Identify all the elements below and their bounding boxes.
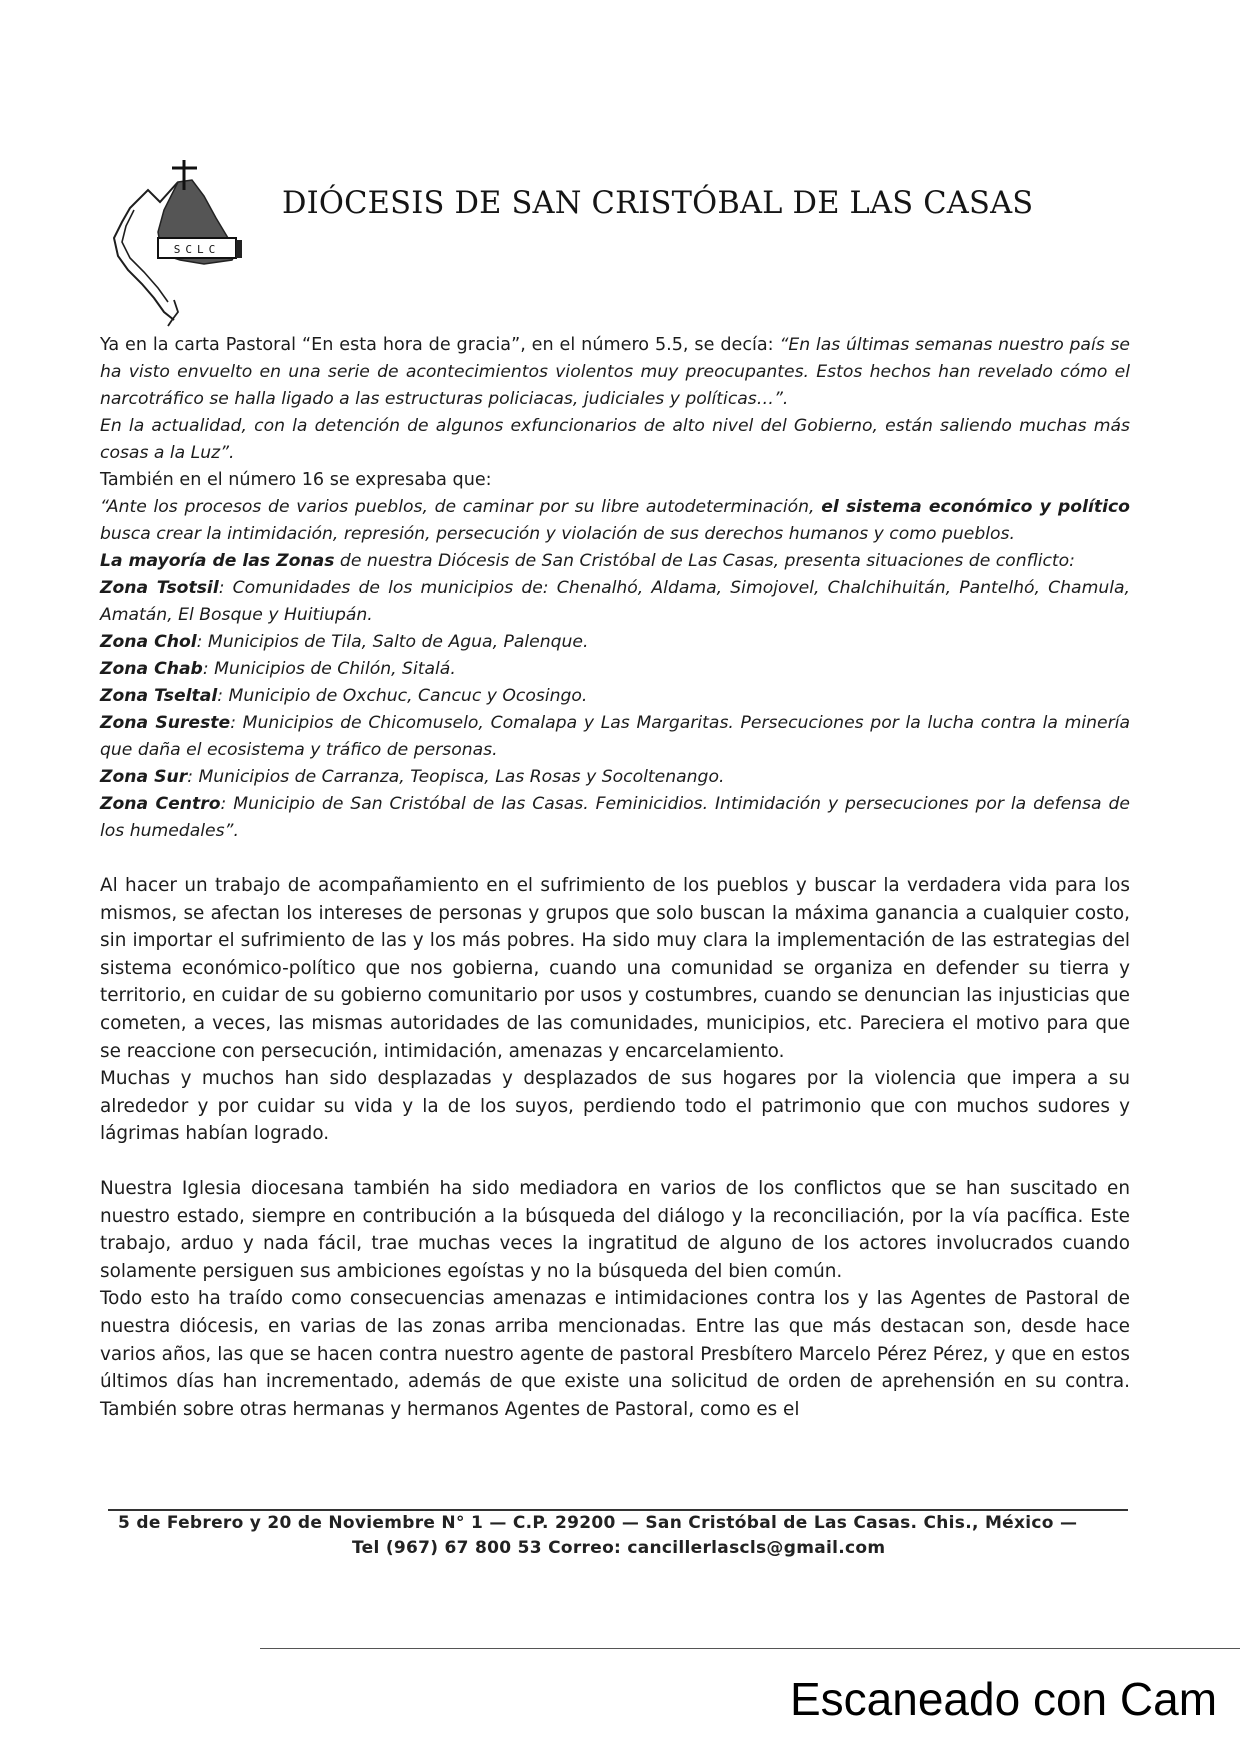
paragraph-4 <box>100 494 1130 548</box>
paragraph-8: Nuestra Iglesia diocesana también ha sido mediadora en varios de los conflictos que se han suscitado en nuestro estado, siempre en contribución a la búsqueda del diálogo y la reconciliación, por la vía pacífica. Este trabajo, arduo y nada fácil, trae muchas veces la ingratitud de alguno de los actores involucrados cuando solamente persiguen sus ambiciones egoístas y no la búsqueda del bien común. <box>100 1177 1130 1282</box>
footer-contact: Tel (967) 67 800 53 Correo: cancillerlascls@gmail.com <box>352 1538 886 1558</box>
zone-text: : Municipios de Carranza, Teopisca, Las Rosas y Socoltenango. <box>187 767 725 787</box>
zone-text: : Municipios de Chicomuselo, Comalapa y Las Margaritas. Persecuciones por la lucha contra la minería que daña el ecosistema y tráfico de personas. <box>100 713 1130 760</box>
badge-tail <box>236 240 242 258</box>
bottom-divider <box>260 1648 1240 1649</box>
map-tail <box>168 300 178 326</box>
zone-name: Zona Sur <box>100 767 188 787</box>
zone-text: : Municipio de San Cristóbal de las Casas. Feminicidios. Intimidación y persecuciones por la defensa de los humedales”. <box>100 794 1130 841</box>
paragraph-7: Muchas y muchos han sido desplazadas y desplazados de sus hogares por la violencia que impera a su alrededor y por cuidar su vida y la de los suyos, perdiendo todo el patrimonio que con muchos sudores y lágrimas habían logrado. <box>100 1068 1130 1145</box>
zone-text: : Municipio de Oxchuc, Cancuc y Ocosingo. <box>217 686 588 706</box>
zone-name: Zona Sureste <box>100 713 231 733</box>
diocese-logo <box>108 160 264 332</box>
p5-bold: La mayoría de las Zonas <box>100 551 335 571</box>
zone-item <box>100 791 1130 845</box>
p4-b: busca crear la intimidación, represión, persecución y violación de sus derechos humanos y como pueblos. <box>100 524 1015 544</box>
paragraph-9: Todo esto ha traído como consecuencias amenazas e intimidaciones contra los y las Agentes de Pastoral de nuestra diócesis, en varias de las zonas arriba mencionadas. Entre las que más destacan son, desde hace varios años, las que se hacen contra nuestro agente de pastoral Presbítero Marcelo Pérez Pérez, y que en estos últimos días han incrementado, además de que existe una solicitud de orden de aprehensión en su contra. También sobre otras hermanas y hermanos Agentes de Pastoral, como es el <box>100 1288 1130 1420</box>
paragraph-6: Al hacer un trabajo de acompañamiento en el sufrimiento de los pueblos y buscar la verdadera vida para los mismos, se afectan los intereses de personas y grupos que solo buscan la máxima ganancia a cualquier costo, sin importar el sufrimiento de las y los más pobres. Ha sido muy clara la implementación de las estrategias del sistema económico-político que nos gobierna, cuando una comunidad se organiza en defender su tierra y territorio, en cuidar de su gobierno comunitario por usos y costumbres, cuando se denuncian las injusticias que cometen, a veces, las mismas autoridades de las comunidades, municipios, etc. Pareciera el motivo para que se reaccione con persecución, intimidación, amenazas y encarcelamiento. <box>100 875 1130 1062</box>
zone-item <box>100 683 1130 710</box>
zone-item <box>100 764 1130 791</box>
zone-item <box>100 575 1130 629</box>
letter-body <box>100 332 1130 1423</box>
zone-text: : Comunidades de los municipios de: Chenalhó, Aldama, Simojovel, Chalchihuitán, Pantelhó, Chamula, Amatán, El Bosque y Huitiupán. <box>100 578 1130 625</box>
zone-name: Zona Chol <box>100 632 197 652</box>
footer-address: 5 de Febrero y 20 de Noviembre N° 1 — C.P. 29200 — San Cristóbal de Las Casas. Chis., México — <box>118 1513 1078 1533</box>
zone-text: : Municipios de Tila, Salto de Agua, Palenque. <box>196 632 589 652</box>
zone-item <box>100 710 1130 764</box>
paragraph-1 <box>100 332 1130 413</box>
p4-a: “Ante los procesos de varios pueblos, de caminar por su libre autodeterminación, <box>100 497 822 517</box>
zone-text: : Municipios de Chilón, Sitalá. <box>202 659 456 679</box>
p5-rest: de nuestra Diócesis de San Cristóbal de Las Casas, presenta situaciones de conflicto: <box>334 551 1075 571</box>
zone-item <box>100 629 1130 656</box>
spacer <box>100 845 1130 872</box>
footer-divider <box>108 1509 1128 1511</box>
logo-badge-text: SCLC <box>173 243 221 256</box>
zone-name: Zona Chab <box>100 659 203 679</box>
page-title: DIÓCESIS DE SAN CRISTÓBAL DE LAS CASAS <box>282 186 1034 221</box>
p4-bold: el sistema económico y político <box>821 497 1130 517</box>
p1-normal: Ya en la carta Pastoral “En esta hora de gracia”, en el número 5.5, se decía: <box>100 335 780 355</box>
zone-name: Zona Tseltal <box>100 686 218 706</box>
paragraph-5 <box>100 548 1130 575</box>
paragraph-2: En la actualidad, con la detención de algunos exfuncionarios de alto nivel del Gobierno, están saliendo muchas más cosas a la Luz”. <box>100 416 1130 463</box>
zone-name: Zona Tsotsil <box>100 578 219 598</box>
zone-name: Zona Centro <box>100 794 221 814</box>
paragraph-3: También en el número 16 se expresaba que: <box>100 470 492 490</box>
zone-item <box>100 656 1130 683</box>
spacer <box>100 1148 1130 1175</box>
p1-quote: “En las últimas semanas nuestro país se ha visto envuelto en una serie de acontecimientos violentos muy preocupantes. Estos hechos han revelado cómo el narcotráfico se halla ligado a las estructuras policiacas, judiciales y políticas…”. <box>100 335 1130 409</box>
scanner-watermark: Escaneado con Cam <box>790 1673 1218 1725</box>
